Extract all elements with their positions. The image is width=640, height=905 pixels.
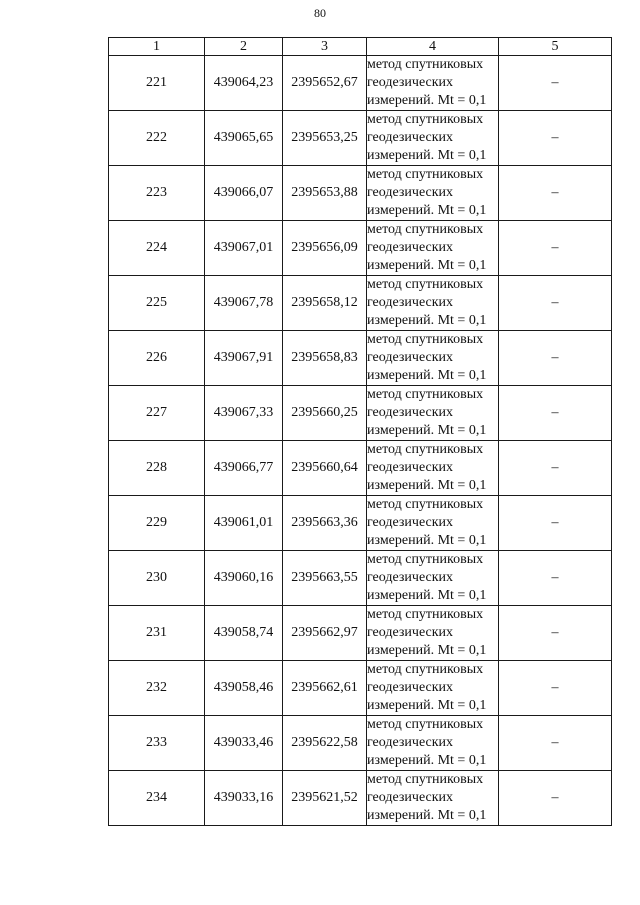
x-coordinate-cell: 439058,46 [205,661,283,716]
y-coordinate-cell: 2395663,55 [283,551,367,606]
x-coordinate-cell: 439066,07 [205,166,283,221]
table-body [109,56,612,826]
method-cell [367,551,499,606]
note-cell: – [499,386,612,441]
note-cell: – [499,111,612,166]
note-cell: – [499,771,612,826]
x-coordinate-cell: 439061,01 [205,496,283,551]
method-line: измерений. Mt = 0,1 [367,203,487,218]
method-line: метод спутниковых [367,607,484,622]
point-number-cell: 221 [109,56,205,111]
table-row [109,111,612,166]
table-row [109,716,612,771]
method-cell [367,221,499,276]
method-line: геодезических [367,625,454,640]
method-line: геодезических [367,405,454,420]
note-cell: – [499,276,612,331]
column-header-3: 3 [283,38,367,56]
y-coordinate-cell: 2395658,12 [283,276,367,331]
method-line: измерений. Mt = 0,1 [367,808,487,823]
method-line: метод спутниковых [367,387,484,402]
x-coordinate-cell: 439067,91 [205,331,283,386]
method-cell [367,166,499,221]
method-line: метод спутниковых [367,222,484,237]
method-line: геодезических [367,735,454,750]
y-coordinate-cell: 2395653,88 [283,166,367,221]
method-line: измерений. Mt = 0,1 [367,698,487,713]
method-cell [367,441,499,496]
table-header [109,38,612,56]
method-line: метод спутниковых [367,497,484,512]
method-cell [367,716,499,771]
method-line: метод спутниковых [367,332,484,347]
x-coordinate-cell: 439033,46 [205,716,283,771]
method-line: метод спутниковых [367,717,484,732]
y-coordinate-cell: 2395663,36 [283,496,367,551]
point-number-cell: 224 [109,221,205,276]
method-line: измерений. Mt = 0,1 [367,478,487,493]
method-cell [367,331,499,386]
method-cell [367,56,499,111]
method-cell [367,771,499,826]
method-line: измерений. Mt = 0,1 [367,643,487,658]
method-line: измерений. Mt = 0,1 [367,368,487,383]
table-row [109,551,612,606]
coordinates-table [108,37,612,826]
point-number-cell: 231 [109,606,205,661]
point-number-cell: 222 [109,111,205,166]
y-coordinate-cell: 2395662,97 [283,606,367,661]
table-row [109,661,612,716]
point-number-cell: 232 [109,661,205,716]
method-line: измерений. Mt = 0,1 [367,258,487,273]
y-coordinate-cell: 2395621,52 [283,771,367,826]
point-number-cell: 228 [109,441,205,496]
note-cell: – [499,496,612,551]
method-line: геодезических [367,130,454,145]
x-coordinate-cell: 439067,01 [205,221,283,276]
method-line: геодезических [367,185,454,200]
method-cell [367,661,499,716]
column-header-4: 4 [367,38,499,56]
column-header-1: 1 [109,38,205,56]
x-coordinate-cell: 439060,16 [205,551,283,606]
method-line: метод спутниковых [367,167,484,182]
method-line: геодезических [367,460,454,475]
note-cell: – [499,166,612,221]
x-coordinate-cell: 439064,23 [205,56,283,111]
method-line: измерений. Mt = 0,1 [367,148,487,163]
note-cell: – [499,661,612,716]
method-line: геодезических [367,75,454,90]
y-coordinate-cell: 2395653,25 [283,111,367,166]
column-header-2: 2 [205,38,283,56]
point-number-cell: 230 [109,551,205,606]
y-coordinate-cell: 2395658,83 [283,331,367,386]
method-cell [367,606,499,661]
table-row [109,386,612,441]
column-header-5: 5 [499,38,612,56]
method-cell [367,111,499,166]
table-row [109,441,612,496]
table-row [109,496,612,551]
y-coordinate-cell: 2395622,58 [283,716,367,771]
method-line: геодезических [367,680,454,695]
method-line: метод спутниковых [367,662,484,677]
method-line: измерений. Mt = 0,1 [367,588,487,603]
point-number-cell: 223 [109,166,205,221]
method-line: метод спутниковых [367,112,484,127]
table-row [109,221,612,276]
x-coordinate-cell: 439065,65 [205,111,283,166]
method-line: геодезических [367,515,454,530]
note-cell: – [499,441,612,496]
page-number: 80 [314,6,326,20]
point-number-cell: 227 [109,386,205,441]
point-number-cell: 229 [109,496,205,551]
method-line: метод спутниковых [367,772,484,787]
y-coordinate-cell: 2395660,64 [283,441,367,496]
note-cell: – [499,606,612,661]
point-number-cell: 225 [109,276,205,331]
method-line: метод спутниковых [367,277,484,292]
method-line: геодезических [367,350,454,365]
method-line: измерений. Mt = 0,1 [367,753,487,768]
header-row [109,38,612,56]
note-cell: – [499,331,612,386]
y-coordinate-cell: 2395662,61 [283,661,367,716]
x-coordinate-cell: 439066,77 [205,441,283,496]
point-number-cell: 226 [109,331,205,386]
method-line: измерений. Mt = 0,1 [367,423,487,438]
method-cell [367,276,499,331]
y-coordinate-cell: 2395652,67 [283,56,367,111]
method-line: измерений. Mt = 0,1 [367,533,487,548]
y-coordinate-cell: 2395656,09 [283,221,367,276]
method-line: геодезических [367,295,454,310]
note-cell: – [499,716,612,771]
table-row [109,771,612,826]
method-cell [367,386,499,441]
method-line: метод спутниковых [367,442,484,457]
table-row [109,56,612,111]
x-coordinate-cell: 439033,16 [205,771,283,826]
x-coordinate-cell: 439067,78 [205,276,283,331]
x-coordinate-cell: 439067,33 [205,386,283,441]
y-coordinate-cell: 2395660,25 [283,386,367,441]
table-row [109,606,612,661]
table-row [109,331,612,386]
note-cell: – [499,221,612,276]
method-line: геодезических [367,240,454,255]
x-coordinate-cell: 439058,74 [205,606,283,661]
method-line: геодезических [367,790,454,805]
note-cell: – [499,551,612,606]
point-number-cell: 234 [109,771,205,826]
table-row [109,276,612,331]
method-line: метод спутниковых [367,552,484,567]
note-cell: – [499,56,612,111]
point-number-cell: 233 [109,716,205,771]
method-line: геодезических [367,570,454,585]
table-row [109,166,612,221]
method-line: метод спутниковых [367,57,484,72]
method-line: измерений. Mt = 0,1 [367,313,487,328]
method-line: измерений. Mt = 0,1 [367,93,487,108]
method-cell [367,496,499,551]
